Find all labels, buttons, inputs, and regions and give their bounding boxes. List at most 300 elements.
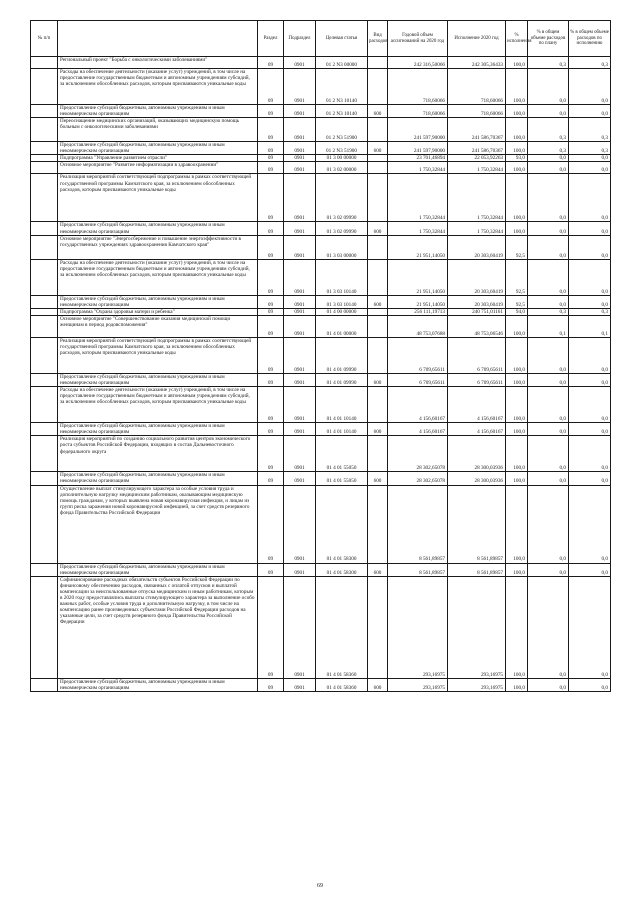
cell-section: 09 [258,235,284,259]
page-number: 69 [317,883,323,889]
cell-share-exec: 0,0 [569,472,611,485]
cell-share-exec: 0,0 [569,678,611,691]
cell-approved: 28 302,65078 [388,436,448,472]
cell-approved: 1 750,32844 [388,174,448,222]
cell-approved: 21 951,14050 [388,295,448,308]
cell-section: 09 [258,174,284,222]
table-row [31,295,611,308]
cell-approved: 293,16975 [388,678,448,691]
cell-name: Основное мероприятие "Совершенствование оказания медицинской помощи женщинам в период родовспоможения" [58,315,258,337]
cell-share-exec: 0,3 [569,308,611,315]
cell-section: 09 [258,57,284,69]
cell-approved: 6 709,65611 [388,337,448,373]
header-target-article: Целевая статья [316,21,368,57]
cell-approved: 718,60066 [388,69,448,105]
cell-share-exec: 0,0 [569,69,611,105]
cell-num [31,423,58,436]
cell-num [31,315,58,337]
cell-pct-exec: 100,0 [506,222,528,235]
cell-num [31,69,58,105]
cell-num [31,57,58,69]
cell-approved: 6 709,65611 [388,373,448,386]
cell-num [31,436,58,472]
cell-share-plan: 0,1 [528,315,569,337]
cell-target: 01 3 03 00000 [316,235,368,259]
cell-section: 09 [258,373,284,386]
cell-executed: 1 750,32844 [448,222,506,235]
cell-kind: 600 [368,295,388,308]
cell-target: 01 4 01 09990 [316,373,368,386]
cell-share-plan: 0,0 [528,563,569,576]
cell-executed: 1 750,32844 [448,174,506,222]
cell-share-exec: 0,1 [569,315,611,337]
cell-num [31,563,58,576]
cell-share-plan: 0,0 [528,337,569,373]
cell-section: 09 [258,563,284,576]
cell-subsection: 0901 [284,295,316,308]
cell-kind [368,436,388,472]
cell-pct-exec: 100,0 [506,105,528,118]
table-row [31,423,611,436]
cell-subsection: 0901 [284,423,316,436]
cell-share-exec: 0,0 [569,436,611,472]
cell-name: Предоставление субсидий бюджетным, автономным учреждениям и иным некоммерческим организациям [58,373,258,386]
cell-share-exec: 0,0 [569,337,611,373]
cell-section: 09 [258,295,284,308]
header-num: № п/п [31,21,58,57]
cell-share-plan: 0,0 [528,235,569,259]
cell-section: 09 [258,387,284,423]
cell-target: 01 4 01 58300 [316,485,368,563]
table-row [31,57,611,69]
cell-section: 09 [258,259,284,295]
cell-pct-exec: 100,0 [506,423,528,436]
cell-share-exec: 0,0 [569,576,611,678]
cell-num [31,162,58,174]
cell-num [31,155,58,162]
cell-kind: 600 [368,423,388,436]
cell-kind [368,485,388,563]
cell-pct-exec: 92,5 [506,295,528,308]
cell-section: 09 [258,678,284,691]
cell-num [31,387,58,423]
cell-kind [368,174,388,222]
table-row [31,259,611,295]
table-body [31,57,611,692]
cell-share-exec: 0,0 [569,373,611,386]
cell-subsection: 0901 [284,105,316,118]
cell-pct-exec: 94,0 [506,308,528,315]
cell-share-plan: 0,3 [528,57,569,69]
cell-name: Расходы на обеспечение деятельности (оказание услуг) учреждений, в том числе на предоставление государственным бюджетным и автономным учреждениям субсидий, за исключением обособленных расходов, которым присваиваются уникальные коды [58,69,258,105]
cell-approved: 28 302,65078 [388,472,448,485]
cell-num [31,222,58,235]
cell-pct-exec: 100,0 [506,436,528,472]
cell-executed: 4 156,60167 [448,387,506,423]
cell-approved: 4 156,60167 [388,423,448,436]
cell-share-plan: 0,0 [528,295,569,308]
cell-num [31,485,58,563]
cell-section: 09 [258,69,284,105]
cell-num [31,142,58,155]
cell-share-plan: 0,0 [528,472,569,485]
cell-target: 01 4 01 55050 [316,436,368,472]
cell-num [31,259,58,295]
cell-approved: 293,16975 [388,576,448,678]
cell-num [31,576,58,678]
cell-section: 09 [258,436,284,472]
cell-pct-exec: 100,0 [506,485,528,563]
cell-pct-exec: 92,5 [506,235,528,259]
cell-share-exec: 0,0 [569,155,611,162]
cell-target: 01 4 01 55050 [316,472,368,485]
cell-name: Расходы на обеспечение деятельности (оказание услуг) учреждений, в том числе на предоставление государственным бюджетным и автономным учреждениям субсидий, за исключением обособленных расходов, которым присваиваются уникальные коды [58,387,258,423]
cell-share-exec: 0,3 [569,57,611,69]
cell-share-plan: 0,0 [528,373,569,386]
cell-target: 01 3 03 10140 [316,259,368,295]
table-row [31,472,611,485]
cell-approved: 241 597,90000 [388,118,448,142]
cell-share-exec: 0,0 [569,235,611,259]
cell-section: 09 [258,162,284,174]
cell-share-exec: 0,0 [569,174,611,222]
cell-pct-exec: 92,5 [506,259,528,295]
cell-approved: 256 111,19713 [388,308,448,315]
cell-target: 01 4 01 58360 [316,678,368,691]
table-row [31,162,611,174]
cell-executed: 48 753,06546 [448,315,506,337]
cell-target: 01 4 01 58360 [316,576,368,678]
cell-name: Реализация мероприятий по созданию социального развития центров экономического роста субъектов Российской Федерации, входящих в состав Дальневосточного федерального округа [58,436,258,472]
cell-target: 01 2 N3 10140 [316,105,368,118]
cell-share-exec: 0,3 [569,118,611,142]
budget-table [30,20,611,692]
cell-pct-exec: 100,0 [506,315,528,337]
cell-name: Предоставление субсидий бюджетным, автономным учреждениям и иным некоммерческим организациям [58,423,258,436]
cell-executed: 718,60066 [448,69,506,105]
cell-subsection: 0901 [284,235,316,259]
cell-approved: 8 561,89857 [388,563,448,576]
header-share-plan: % в общем объеме расходов по плану [528,21,569,57]
cell-pct-exec: 100,0 [506,57,528,69]
cell-kind: 600 [368,472,388,485]
cell-executed: 242 305,36433 [448,57,506,69]
cell-share-plan: 0,0 [528,155,569,162]
cell-subsection: 0901 [284,155,316,162]
cell-num [31,174,58,222]
cell-subsection: 0901 [284,485,316,563]
cell-executed: 8 561,89857 [448,485,506,563]
cell-section: 09 [258,576,284,678]
cell-target: 01 4 01 58300 [316,563,368,576]
cell-name: Реализация мероприятий соответствующей подпрограммы в рамках соответствующей государственной программы Камчатского края, за исключением обособленных расходов, которым присваиваются уникальные коды [58,174,258,222]
cell-approved: 4 156,60167 [388,387,448,423]
cell-subsection: 0901 [284,678,316,691]
cell-num [31,308,58,315]
cell-executed: 241 586,70367 [448,142,506,155]
cell-target: 01 3 02 00000 [316,162,368,174]
cell-pct-exec: 100,0 [506,337,528,373]
cell-target: 01 3 02 09990 [316,174,368,222]
cell-kind [368,57,388,69]
table-row [31,373,611,386]
cell-executed: 28 300,03936 [448,472,506,485]
cell-approved: 718,60066 [388,105,448,118]
header-approved: Годовой объем ассигнований на 2020 год [388,21,448,57]
cell-pct-exec: 100,0 [506,118,528,142]
cell-executed: 20 303,60419 [448,295,506,308]
table-row [31,69,611,105]
cell-approved: 48 753,07688 [388,315,448,337]
cell-share-plan: 0,3 [528,308,569,315]
table-row [31,563,611,576]
cell-section: 09 [258,485,284,563]
cell-subsection: 0901 [284,315,316,337]
cell-num [31,118,58,142]
cell-subsection: 0901 [284,162,316,174]
cell-share-exec: 0,0 [569,162,611,174]
cell-pct-exec: 100,0 [506,174,528,222]
table-row [31,155,611,162]
cell-section: 09 [258,423,284,436]
cell-executed: 240 751,01161 [448,308,506,315]
cell-subsection: 0901 [284,472,316,485]
cell-approved: 23 701,46894 [388,155,448,162]
cell-name: Софинансирование расходных обязательств субъектов Российской Федерации по финансовому обеспечению расходов, связанных с оплатой отпусков и выплатой компенсации за неиспользованные отпуска медицинским и иным работникам, которым в 2020 году предоставлялись выплаты стимулирующего характера за выполнение особо важных работ, особые условия труда и дополнительную нагрузку, в том числе на компенсацию ранее произведенных субъектами Российской Федерации расходов на указанные цели, за счет средств резервного фонда Правительства Российской Федерации [58,576,258,678]
cell-executed: 1 750,32844 [448,162,506,174]
cell-name: Предоставление субсидий бюджетным, автономным учреждениям и иным некоммерческим организациям [58,295,258,308]
cell-name: Региональный проект "Борьба с онкологическими заболеваниями" [58,57,258,69]
header-name [58,21,258,57]
cell-share-plan: 0,0 [528,387,569,423]
cell-kind [368,118,388,142]
cell-kind: 600 [368,222,388,235]
cell-subsection: 0901 [284,576,316,678]
cell-pct-exec: 100,0 [506,472,528,485]
table-header-row [31,21,611,57]
cell-approved: 241 597,90000 [388,142,448,155]
table-row [31,174,611,222]
cell-executed: 8 561,89857 [448,563,506,576]
cell-name: Предоставление субсидий бюджетным, автономным учреждениям и иным некоммерческим организациям [58,105,258,118]
cell-share-exec: 0,0 [569,295,611,308]
cell-subsection: 0901 [284,436,316,472]
cell-executed: 293,16975 [448,678,506,691]
table-row [31,308,611,315]
cell-target: 01 2 N3 51900 [316,118,368,142]
cell-section: 09 [258,337,284,373]
cell-num [31,337,58,373]
cell-executed: 293,16975 [448,576,506,678]
cell-subsection: 0901 [284,308,316,315]
cell-approved: 8 561,89857 [388,485,448,563]
cell-target: 01 4 01 10140 [316,387,368,423]
cell-share-exec: 0,0 [569,423,611,436]
cell-name: Основное мероприятие "Энергосбережение и повышение энергоэффективности в государственных учреждениях здравоохранения Камчатского края" [58,235,258,259]
cell-approved: 1 750,32844 [388,162,448,174]
cell-kind [368,315,388,337]
table-row [31,105,611,118]
cell-share-plan: 0,0 [528,174,569,222]
cell-section: 09 [258,105,284,118]
cell-name: Подпрограмма "Охрана здоровья матери и ребенка" [58,308,258,315]
cell-executed: 20 303,60419 [448,259,506,295]
cell-pct-exec: 100,0 [506,576,528,678]
cell-subsection: 0901 [284,174,316,222]
cell-target: 01 3 00 00000 [316,155,368,162]
cell-target: 01 2 N3 51900 [316,142,368,155]
table-row [31,576,611,678]
cell-subsection: 0901 [284,57,316,69]
cell-share-plan: 0,0 [528,105,569,118]
cell-kind: 600 [368,678,388,691]
cell-num [31,373,58,386]
table-row [31,315,611,337]
cell-name: Основное мероприятие "Развитие информатизации в здравоохранении" [58,162,258,174]
cell-share-plan: 0,0 [528,436,569,472]
cell-executed: 718,60066 [448,105,506,118]
cell-executed: 20 303,60419 [448,235,506,259]
cell-target: 01 4 01 00000 [316,315,368,337]
cell-share-plan: 0,0 [528,162,569,174]
table-row [31,222,611,235]
cell-kind [368,576,388,678]
cell-subsection: 0901 [284,387,316,423]
table-row [31,485,611,563]
cell-share-plan: 0,3 [528,118,569,142]
cell-target: 01 2 N3 00000 [316,57,368,69]
cell-executed: 6 709,65611 [448,337,506,373]
cell-kind [368,337,388,373]
cell-section: 09 [258,155,284,162]
cell-pct-exec: 100,0 [506,678,528,691]
cell-target: 01 3 03 10140 [316,295,368,308]
cell-kind [368,69,388,105]
cell-kind: 600 [368,105,388,118]
cell-num [31,105,58,118]
cell-kind [368,387,388,423]
cell-share-plan: 0,0 [528,423,569,436]
cell-share-plan: 0,0 [528,259,569,295]
cell-name: Предоставление субсидий бюджетным, автономным учреждениям и иным некоммерческим организациям [58,222,258,235]
cell-subsection: 0901 [284,337,316,373]
cell-subsection: 0901 [284,118,316,142]
cell-pct-exec: 100,0 [506,69,528,105]
cell-pct-exec: 100,0 [506,563,528,576]
table-row [31,142,611,155]
cell-kind [368,155,388,162]
cell-kind [368,235,388,259]
cell-subsection: 0901 [284,259,316,295]
cell-executed: 28 300,03936 [448,436,506,472]
cell-name: Предоставление субсидий бюджетным, автономным учреждениям и иным некоммерческим организациям [58,678,258,691]
table-row [31,118,611,142]
table-row [31,436,611,472]
table-row [31,235,611,259]
cell-kind: 600 [368,373,388,386]
cell-target: 01 3 02 09990 [316,222,368,235]
cell-target: 01 4 00 00000 [316,308,368,315]
cell-target: 01 2 N3 10140 [316,69,368,105]
cell-pct-exec: 93,0 [506,155,528,162]
header-section: Раздел [258,21,284,57]
cell-kind [368,162,388,174]
cell-pct-exec: 100,0 [506,373,528,386]
cell-kind [368,259,388,295]
cell-num [31,295,58,308]
cell-share-exec: 0,0 [569,259,611,295]
table-row [31,337,611,373]
cell-share-plan: 0,3 [528,142,569,155]
header-share-exec: % в общем объеме расходов по исполнению [569,21,611,57]
cell-num [31,678,58,691]
cell-num [31,235,58,259]
cell-section: 09 [258,118,284,142]
header-expense-kind: Вид расходов [368,21,388,57]
cell-share-exec: 0,0 [569,485,611,563]
cell-section: 09 [258,315,284,337]
header-pct-exec: % исполнения [506,21,528,57]
cell-name: Осуществление выплат стимулирующего характера за особые условия труда и дополнительную нагрузку медицинским работникам, оказывающим медицинскую помощь гражданам, у которых выявлена новая коронавирусная инфекция, и лицам из групп риска заражения новой коронавирусной инфекцией, за счет средств резервного фонда Правительства Российской Федерации [58,485,258,563]
cell-executed: 241 586,70367 [448,118,506,142]
header-subsection: Подраздел [284,21,316,57]
budget-execution-sheet [30,20,610,692]
cell-name: Расходы на обеспечение деятельности (оказание услуг) учреждений, в том числе на предоставление государственным бюджетным и автономным учреждениям субсидий, за исключением обособленных расходов, которым присваиваются уникальные коды [58,259,258,295]
cell-share-exec: 0,0 [569,563,611,576]
cell-share-plan: 0,0 [528,222,569,235]
cell-subsection: 0901 [284,373,316,386]
cell-subsection: 0901 [284,69,316,105]
cell-name: Предоставление субсидий бюджетным, автономным учреждениям и иным некоммерческим организациям [58,563,258,576]
cell-name: Реализация мероприятий соответствующей подпрограммы в рамках соответствующей государственной программы Камчатского края, за исключением обособленных расходов, которым присваиваются уникальные коды [58,337,258,373]
cell-name: Подпрограмма "Управление развитием отрасли" [58,155,258,162]
cell-approved: 21 951,14050 [388,259,448,295]
cell-name: Переоснащение медицинских организаций, оказывающих медицинскую помощь больным с онкологическими заболеваниями [58,118,258,142]
cell-subsection: 0901 [284,222,316,235]
header-executed: Исполнение 2020 год [448,21,506,57]
cell-subsection: 0901 [284,563,316,576]
cell-target: 01 4 01 09990 [316,337,368,373]
cell-share-exec: 0,0 [569,387,611,423]
cell-section: 09 [258,308,284,315]
cell-share-plan: 0,0 [528,69,569,105]
cell-executed: 4 156,60167 [448,423,506,436]
cell-section: 09 [258,222,284,235]
cell-section: 09 [258,142,284,155]
cell-share-plan: 0,0 [528,678,569,691]
cell-kind [368,308,388,315]
cell-share-exec: 0,0 [569,105,611,118]
cell-approved: 1 750,32844 [388,222,448,235]
table-row [31,387,611,423]
cell-share-exec: 0,0 [569,222,611,235]
cell-target: 01 4 01 10140 [316,423,368,436]
cell-executed: 6 709,65611 [448,373,506,386]
cell-share-exec: 0,3 [569,142,611,155]
cell-num [31,472,58,485]
cell-subsection: 0901 [284,142,316,155]
cell-kind: 600 [368,563,388,576]
cell-name: Предоставление субсидий бюджетным, автономным учреждениям и иным некоммерческим организациям [58,472,258,485]
cell-share-plan: 0,0 [528,576,569,678]
cell-pct-exec: 100,0 [506,142,528,155]
table-row [31,678,611,691]
cell-name: Предоставление субсидий бюджетным, автономным учреждениям и иным некоммерческим организациям [58,142,258,155]
cell-pct-exec: 100,0 [506,387,528,423]
cell-executed: 22 053,92263 [448,155,506,162]
cell-approved: 21 951,14050 [388,235,448,259]
cell-section: 09 [258,472,284,485]
